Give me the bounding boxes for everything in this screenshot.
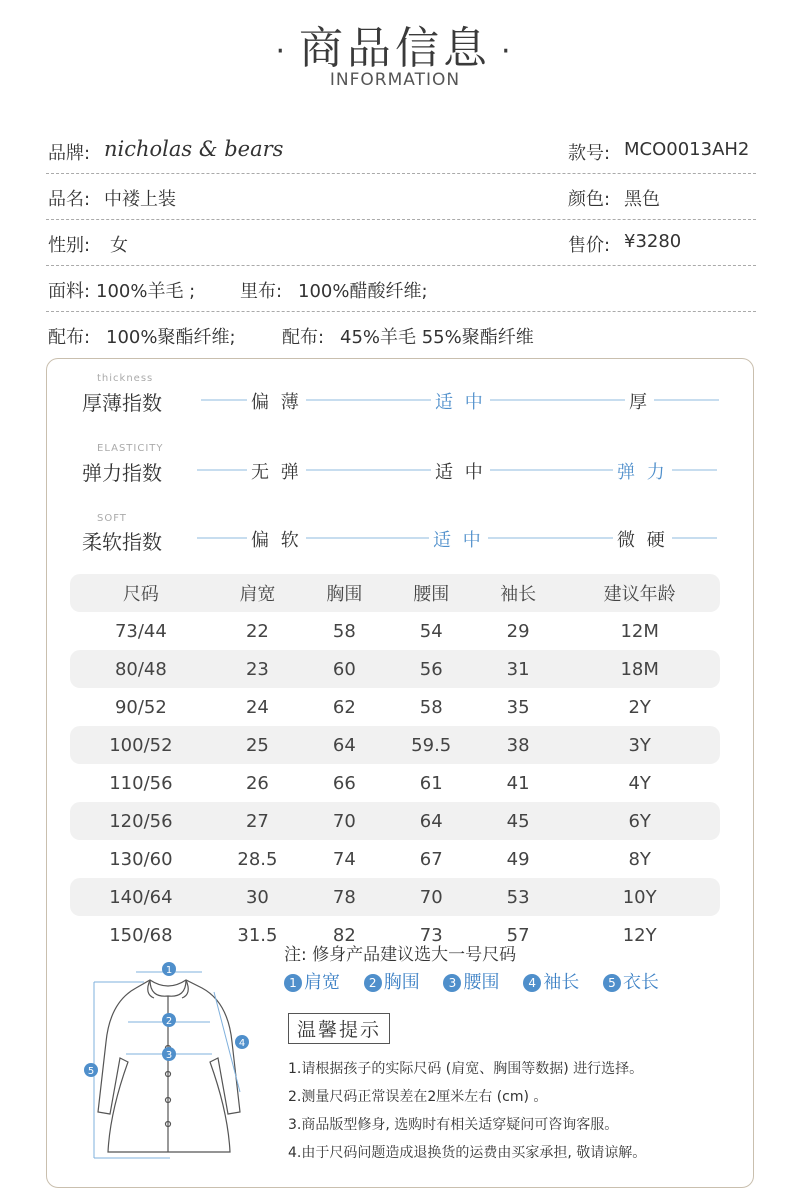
tip-item: 4.由于尺码问题造成退换货的运费由买家承担, 敬请谅解。 — [288, 1145, 647, 1161]
size-table — [70, 574, 720, 954]
table-row: 110/56 26 66 61 41 4Y — [109, 772, 651, 794]
table-row: 100/52 25 64 59.5 38 3Y — [70, 726, 720, 764]
coat-measurement-diagram — [80, 962, 260, 1167]
table-row: 130/60 28.5 74 67 49 8Y — [109, 848, 651, 870]
legend-item: 3 腰围 — [443, 972, 499, 993]
legend-item: 2 胸围 — [364, 972, 420, 993]
option-medium-selected: 适 中 — [429, 526, 488, 552]
measurement-legend — [284, 968, 677, 994]
tip-item: 1.请根据孩子的实际尺码 (肩宽、胸围等数据) 进行选择。 — [288, 1061, 644, 1077]
option-no-stretch: 无 弹 — [247, 458, 306, 484]
table-row: 90/52 24 62 58 35 2Y — [114, 696, 651, 718]
svg-text:5: 5 — [87, 1066, 95, 1077]
page-title: · 商品信息 · — [275, 23, 515, 74]
legend-item: 1 肩宽 — [284, 972, 340, 993]
legend-item: 4 袖长 — [523, 972, 579, 993]
option-thin: 偏 薄 — [247, 388, 306, 414]
size-note: 注: 修身产品建议选大一号尺码 — [284, 945, 517, 965]
option-medium-selected: 适 中 — [431, 388, 490, 414]
info-row-brand: 品牌: nicholas & bears 款号: MCO0013AH2 — [46, 127, 756, 174]
detail-panel: thickness 厚薄指数 偏 薄 适 中 厚 ELASTICITY 弹力指数 无 弹 适 中 弹 力 SOFT 柔软指数 偏 软 适 中 微 硬 — [46, 358, 754, 1188]
svg-text:4: 4 — [238, 1038, 246, 1049]
info-row-trim: 配布: 100%聚酯纤维; 配布: 45%羊毛 55%聚酯纤维 — [48, 327, 534, 348]
tips-title: 温馨提示 — [288, 1013, 390, 1044]
tip-item: 3.商品版型修身, 选购时有相关适穿疑问可咨询客服。 — [288, 1117, 619, 1133]
option-soft: 偏 软 — [247, 526, 306, 552]
svg-text:3: 3 — [165, 1050, 173, 1061]
legend-item: 5 衣长 — [603, 972, 659, 993]
page-subtitle: INFORMATION — [329, 70, 461, 90]
svg-text:1: 1 — [165, 965, 173, 976]
option-stretch-selected: 弹 力 — [613, 458, 672, 484]
option-thick: 厚 — [625, 388, 654, 414]
table-row: 73/44 22 58 54 29 12M — [114, 620, 659, 642]
table-header-row: 尺码 肩宽 胸围 腰围 袖长 建议年龄 — [70, 574, 720, 612]
style-number: MCO0013AH2 — [624, 139, 750, 160]
info-row-name: 品名: 中褛上装 颜色: 黑色 — [46, 173, 756, 220]
option-firm: 微 硬 — [613, 526, 672, 552]
table-row: 120/56 27 70 64 45 6Y — [70, 802, 720, 840]
table-row: 80/48 23 60 56 31 18M — [70, 650, 720, 688]
info-row-gender: 性别: 女 售价: ¥3280 — [46, 219, 756, 266]
brand-value: nicholas & bears — [104, 137, 284, 161]
tip-item: 2.测量尺码正常误差在2厘米左右 (cm) 。 — [288, 1089, 548, 1105]
table-row: 140/64 30 78 70 53 10Y — [70, 878, 720, 916]
price: ¥3280 — [624, 231, 682, 252]
info-row-fabric: 面料: 100%羊毛 ; 里布: 100%醋酸纤维; — [46, 265, 756, 312]
table-row: 150/68 31.5 82 73 57 12Y — [109, 924, 657, 946]
option-medium: 适 中 — [431, 458, 490, 484]
svg-text:2: 2 — [165, 1016, 173, 1027]
